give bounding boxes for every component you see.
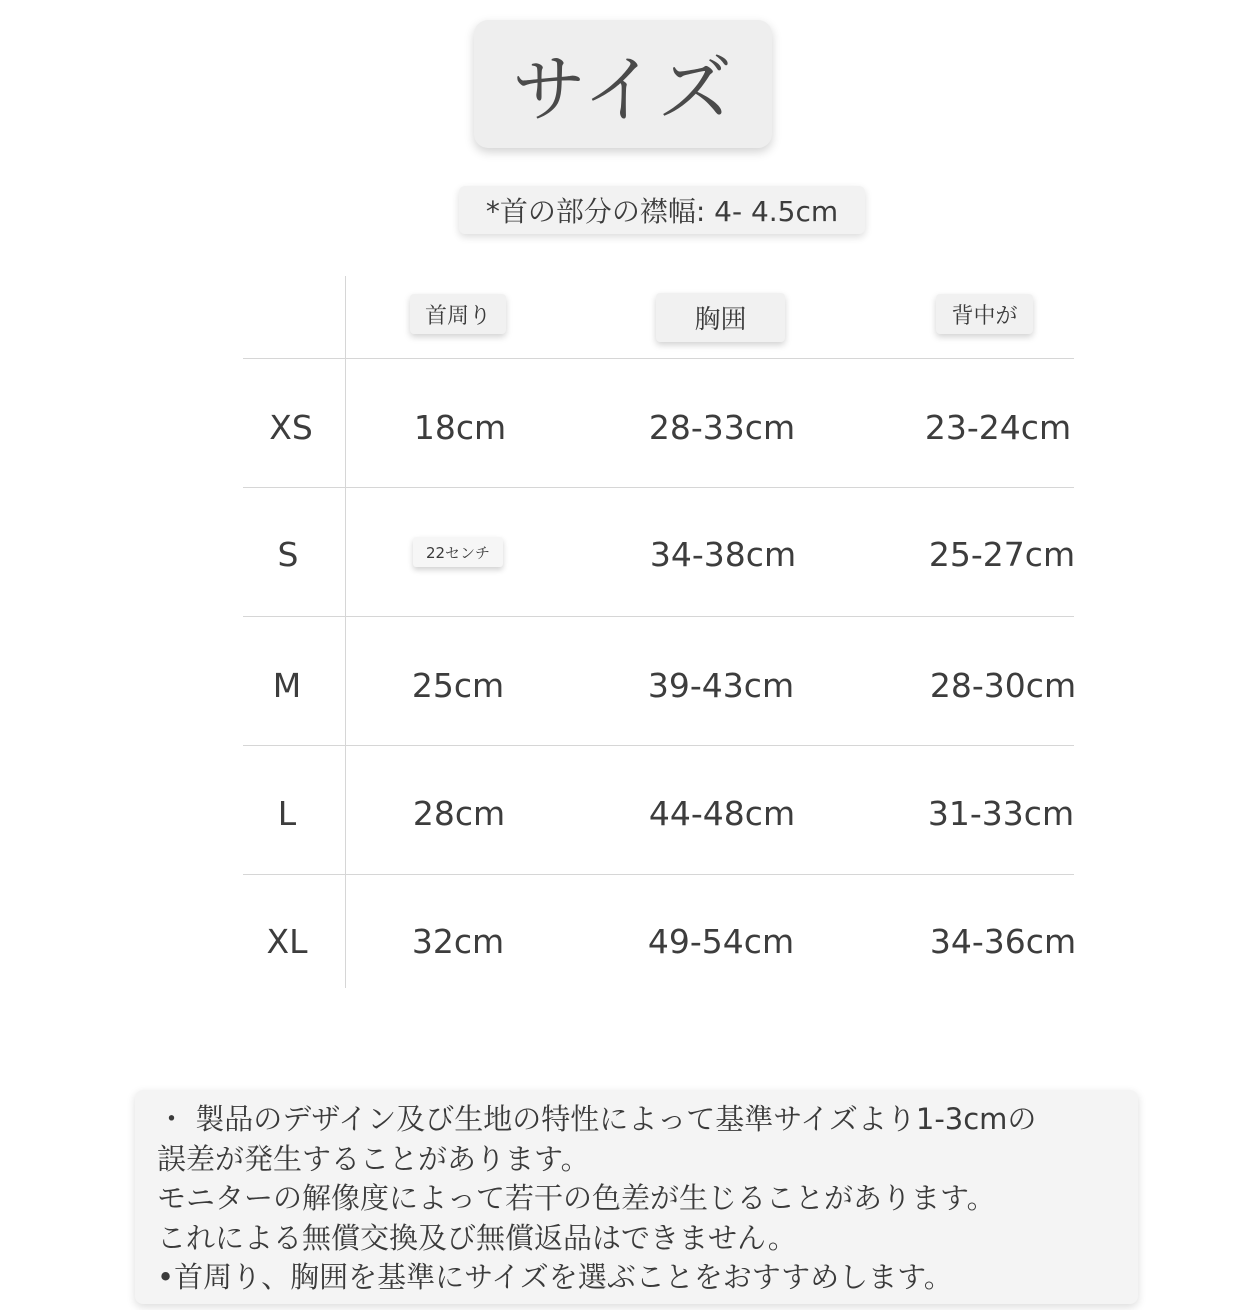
size-label: M [272, 666, 302, 705]
size-disclaimer [135, 1090, 1138, 1304]
chest-value: 49-54cm [647, 922, 795, 961]
table-row-divider [243, 358, 1074, 359]
table-row-divider [243, 487, 1074, 488]
back-value: 25-27cm [928, 535, 1076, 574]
chest-value: 44-48cm [648, 794, 796, 833]
neck-value: 25cm [411, 666, 505, 705]
table-row-divider [243, 874, 1074, 875]
table-vertical-divider [345, 276, 346, 988]
back-value: 34-36cm [929, 922, 1077, 961]
chest-value: 28-33cm [648, 408, 796, 447]
table-row-divider [243, 616, 1074, 617]
table-row-divider [243, 745, 1074, 746]
neck-value: 28cm [412, 794, 506, 833]
size-label: XL [266, 922, 308, 961]
disclaimer-line: これによる無償交換及び無償返品はできません。 [157, 1220, 797, 1255]
back-value: 23-24cm [924, 408, 1072, 447]
size-label: XS [269, 408, 313, 447]
collar-width-note: *首の部分の襟幅: 4- 4.5cm [459, 186, 865, 234]
size-label: L [277, 794, 297, 833]
neck-value: 32cm [411, 922, 505, 961]
page-title: サイズ [474, 20, 772, 148]
disclaimer-line: モニターの解像度によって若干の色差が生じることがあります。 [157, 1181, 996, 1215]
column-header-back: 背中が [936, 294, 1033, 334]
disclaimer-line: ・ 製品のデザイン及び生地の特性によって基準サイズより1-3cmの [157, 1102, 1037, 1136]
chest-value: 39-43cm [647, 666, 795, 705]
neck-value: 22センチ [413, 537, 503, 567]
column-header-neck: 首周り [410, 294, 506, 334]
back-value: 28-30cm [929, 666, 1077, 705]
neck-value: 18cm [413, 408, 507, 447]
size-label: S [277, 535, 299, 574]
disclaimer-line: 誤差が発生することがあります。 [157, 1141, 590, 1176]
back-value: 31-33cm [927, 794, 1075, 833]
chest-value: 34-38cm [649, 535, 797, 574]
column-header-chest: 胸囲 [656, 293, 785, 342]
disclaimer-line: •首周り、胸囲を基準にサイズを選ぶことをおすすめします。 [157, 1260, 953, 1294]
